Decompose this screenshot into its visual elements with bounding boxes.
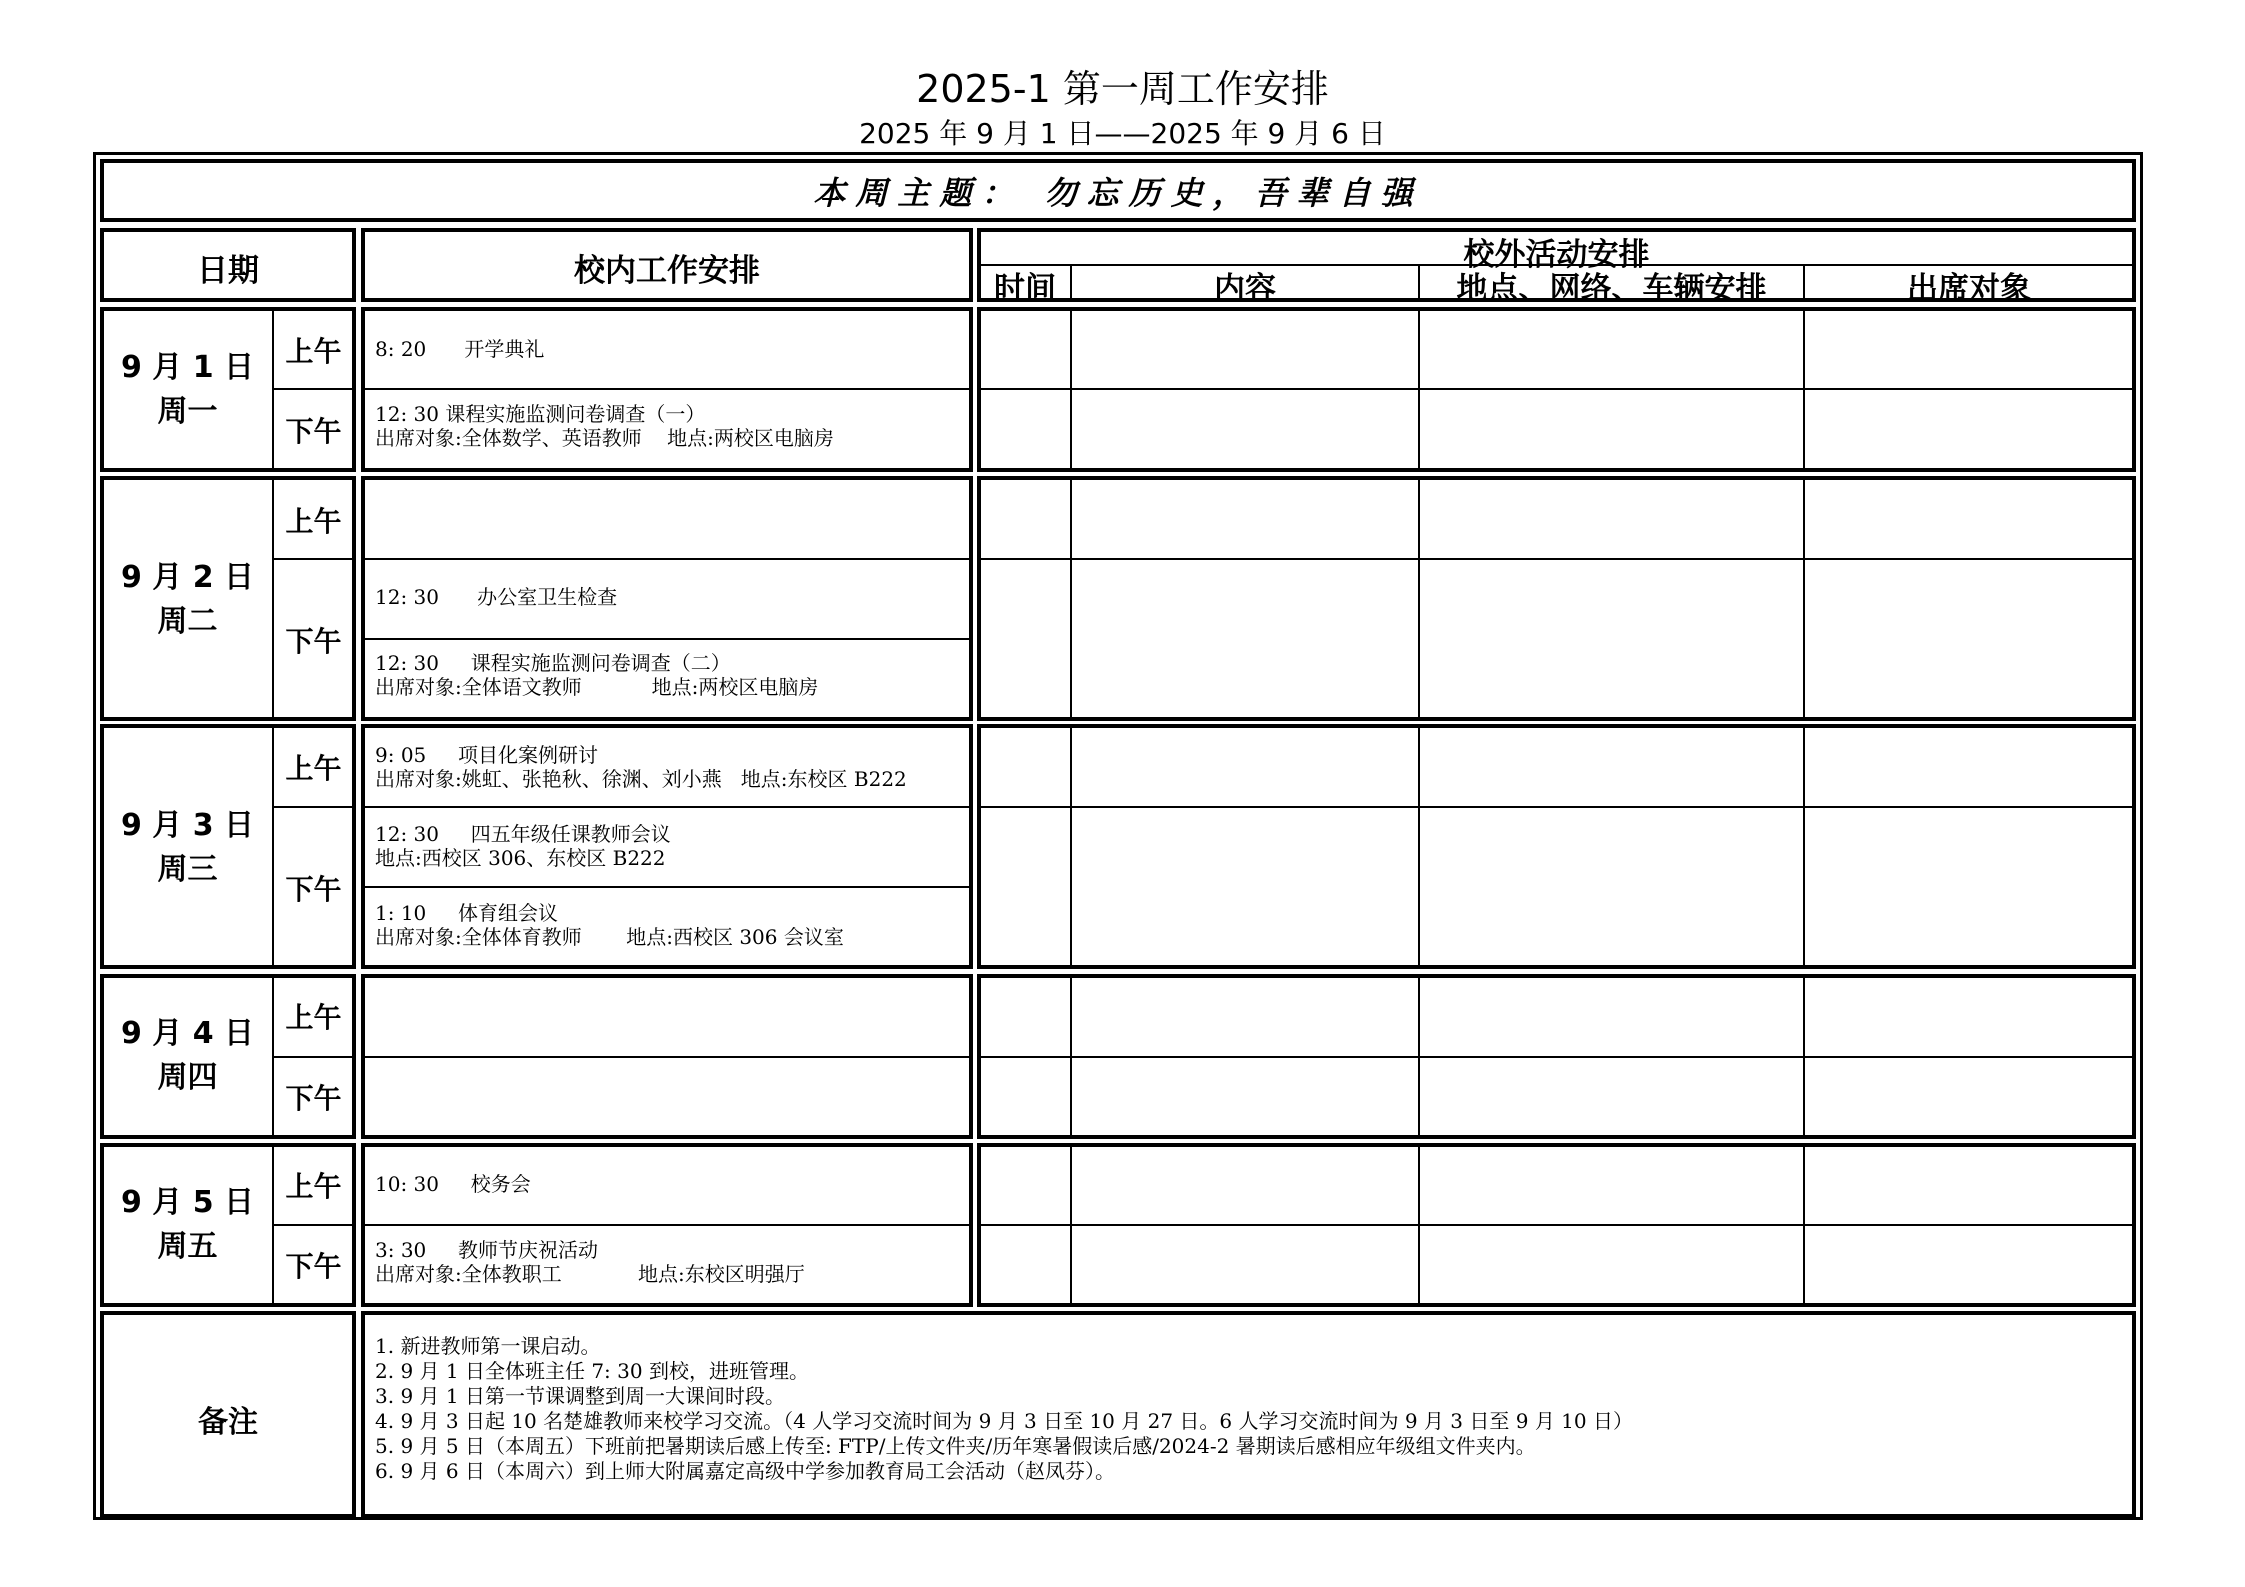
weekly-theme: 本周主题： 勿忘历史，吾辈自强 xyxy=(813,174,1423,212)
note-item: 6. 9 月 6 日（本周六）到上师大附属嘉定高级中学参加教育局工会活动（赵凤芬）。 xyxy=(375,1459,1115,1483)
ext-col-sep xyxy=(1803,727,1805,966)
note-item: 2. 9 月 1 日全体班主任 7: 30 到校，进班管理。 xyxy=(375,1359,809,1383)
header-internal: 校内工作安排 xyxy=(574,253,760,289)
pm-label: 下午 xyxy=(285,625,342,658)
ampm-divider xyxy=(274,1224,353,1226)
header-external: 校外活动安排 xyxy=(1463,237,1650,273)
ext-col-sep xyxy=(1418,977,1420,1136)
header-date: 日期 xyxy=(197,253,259,289)
note-item: 1. 新进教师第一课启动。 xyxy=(375,1334,601,1358)
day-weekday: 周二 xyxy=(157,604,218,639)
day-weekday: 周三 xyxy=(157,852,218,887)
external-box xyxy=(977,724,2136,969)
ext-col-sep xyxy=(1803,1146,1805,1304)
ampm-divider xyxy=(274,1056,353,1058)
ext-col-sep xyxy=(1070,1146,1072,1304)
internal-divider xyxy=(364,638,970,640)
header-ext-attendees: 出席对象 xyxy=(1907,271,2031,307)
ampm-divider xyxy=(274,558,353,560)
am-label: 上午 xyxy=(285,1001,342,1034)
external-divider xyxy=(980,1056,2132,1058)
ampm-divider xyxy=(274,388,353,390)
header-ext-content: 内容 xyxy=(1214,271,1276,307)
am-label: 上午 xyxy=(285,505,342,538)
ext-col-sep xyxy=(1418,310,1420,469)
ext-col-sep xyxy=(1418,727,1420,966)
header-ext-time: 时间 xyxy=(994,271,1056,307)
internal-divider xyxy=(364,558,970,560)
day-date: 9 月 1 日 xyxy=(120,350,255,385)
ampm-divider xyxy=(274,806,353,808)
internal-divider xyxy=(364,806,970,808)
note-item: 3. 9 月 1 日第一节课调整到周一大课间时段。 xyxy=(375,1384,785,1408)
ext-col-sep xyxy=(1803,479,1805,718)
schedule-entry: 3: 30 教师节庆祝活动 出席对象:全体教职工 地点:东校区明强厅 xyxy=(375,1238,805,1286)
note-item: 5. 9 月 5 日（本周五）下班前把暑期读后感上传至: FTP/上传文件夹/历年寒暑假读后感/2024-2 暑期读后感相应年级组文件夹内。 xyxy=(375,1434,1536,1458)
date-range: 2025 年 9 月 1 日——2025 年 9 月 6 日 xyxy=(859,117,1386,150)
pm-label: 下午 xyxy=(285,415,342,448)
ext-col-sep xyxy=(1803,310,1805,469)
ext-col-sep xyxy=(1803,977,1805,1136)
internal-divider xyxy=(364,388,970,390)
day-weekday: 周一 xyxy=(157,394,218,429)
am-label: 上午 xyxy=(285,1170,342,1203)
schedule-entry: 10: 30 校务会 xyxy=(375,1172,531,1196)
external-divider xyxy=(980,1224,2132,1226)
day-date: 9 月 3 日 xyxy=(120,808,255,843)
pm-label: 下午 xyxy=(285,873,342,906)
header-ext-place: 地点、网络、车辆安排 xyxy=(1456,271,1767,307)
pm-label: 下午 xyxy=(285,1250,342,1283)
ext-col-sep xyxy=(1418,1146,1420,1304)
external-divider xyxy=(980,558,2132,560)
notes-label: 备注 xyxy=(198,1405,258,1440)
schedule-entry: 9: 05 项目化案例研讨 出席对象:姚虹、张艳秋、徐渊、刘小燕 地点:东校区 B222 xyxy=(375,743,907,791)
am-label: 上午 xyxy=(285,752,342,785)
day-date: 9 月 2 日 xyxy=(120,560,255,595)
pm-label: 下午 xyxy=(285,1082,342,1115)
external-divider xyxy=(980,806,2132,808)
am-label: 上午 xyxy=(285,335,342,368)
ext-col-sep xyxy=(1070,310,1072,469)
external-divider xyxy=(980,388,2132,390)
internal-divider xyxy=(364,1224,970,1226)
day-date: 9 月 4 日 xyxy=(120,1016,255,1051)
schedule-entry: 12: 30 四五年级任课教师会议 地点:西校区 306、东校区 B222 xyxy=(375,822,671,870)
schedule-entry: 12: 30 课程实施监测问卷调查（一） 出席对象:全体数学、英语教师 地点:两校区电脑房 xyxy=(375,402,834,450)
external-box xyxy=(977,476,2136,721)
day-weekday: 周五 xyxy=(157,1229,218,1264)
note-item: 4. 9 月 3 日起 10 名楚雄教师来校学习交流。（4 人学习交流时间为 9 月 3 日至 10 月 27 日。6 人学习交流时间为 9 月 3 日至 9 月 10 日） xyxy=(375,1409,1633,1433)
day-weekday: 周四 xyxy=(157,1060,218,1095)
schedule-entry: 12: 30 课程实施监测问卷调查（二） 出席对象:全体语文教师 地点:两校区电脑房 xyxy=(375,651,819,699)
ext-col-sep xyxy=(1070,479,1072,718)
internal-divider xyxy=(364,886,970,888)
page-title: 2025-1 第一周工作安排 xyxy=(916,67,1329,111)
internal-divider xyxy=(364,1056,970,1058)
schedule-entry: 8: 20 开学典礼 xyxy=(375,337,545,361)
ext-col-sep xyxy=(1070,727,1072,966)
ext-col-sep xyxy=(1418,479,1420,718)
schedule-entry: 12: 30 办公室卫生检查 xyxy=(375,585,618,609)
ext-col-sep xyxy=(1070,977,1072,1136)
schedule-entry: 1: 10 体育组会议 出席对象:全体体育教师 地点:西校区 306 会议室 xyxy=(375,901,844,949)
day-date: 9 月 5 日 xyxy=(120,1185,255,1220)
